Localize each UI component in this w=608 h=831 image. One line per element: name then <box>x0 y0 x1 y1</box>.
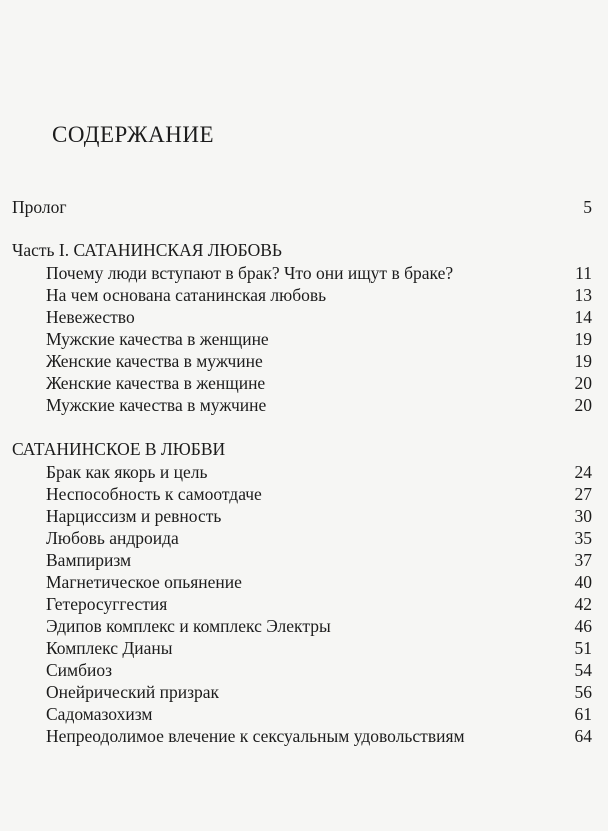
toc-entry-page: 30 <box>574 506 592 526</box>
toc-entry-label: Женские качества в женщине <box>46 373 266 393</box>
toc-entry-label: Непреодолимое влечение к сексуальным удовольствиям <box>46 726 465 746</box>
toc-entry <box>12 637 592 660</box>
toc-entry-page: 37 <box>574 550 592 570</box>
toc-entry <box>12 703 592 726</box>
toc-entry-label: Мужские качества в женщине <box>46 329 269 349</box>
toc-entry <box>12 461 592 484</box>
toc-entry-page: 19 <box>574 351 592 371</box>
toc-entry-label: Гетеросуггестия <box>46 594 168 614</box>
toc-entry-label: На чем основана сатанинская любовь <box>46 285 327 305</box>
toc-entry-page: 64 <box>574 726 592 746</box>
toc-entry-label: Любовь андроида <box>46 528 179 548</box>
toc-entry <box>12 681 592 704</box>
toc-entry-page: 51 <box>574 638 592 658</box>
toc-entry-page: 24 <box>574 462 592 482</box>
toc-entry-page: 56 <box>574 682 592 702</box>
toc-entry-label: Брак как якорь и цель <box>46 462 208 482</box>
toc-entry-page: 61 <box>574 704 592 724</box>
page-title: СОДЕРЖАНИЕ <box>52 122 215 147</box>
toc-entry <box>12 483 592 506</box>
toc-entry-page: 35 <box>574 528 592 548</box>
toc-entry <box>12 350 592 373</box>
toc-entry-label: Женские качества в мужчине <box>46 351 263 371</box>
toc-entry-label: Нарциссизм и ревность <box>46 506 222 526</box>
toc-entry-page: 20 <box>574 395 592 415</box>
toc-entry-page: 54 <box>574 660 592 680</box>
toc-entry <box>12 328 592 351</box>
toc-entry <box>12 593 592 616</box>
section-heading-part2: САТАНИНСКОЕ В ЛЮБВИ <box>12 439 226 459</box>
toc-entry-label: Симбиоз <box>46 660 113 680</box>
toc-entry <box>12 615 592 638</box>
toc-entry-page: 42 <box>574 594 592 614</box>
toc-entry-label: Неспособность к самоотдаче <box>46 484 262 504</box>
toc-entry-label: Пролог <box>12 197 67 217</box>
toc-entry <box>12 527 592 550</box>
toc-entry-page: 13 <box>574 285 592 305</box>
toc-entry-label: Комплекс Дианы <box>46 638 173 658</box>
toc-entry <box>12 262 592 285</box>
toc-entry-label: Садомазохизм <box>46 704 153 724</box>
toc-entry <box>12 394 592 417</box>
toc-entry-page: 27 <box>574 484 592 504</box>
toc-entry <box>12 659 592 682</box>
toc-entry <box>12 306 592 329</box>
toc-entry-page: 40 <box>574 572 592 592</box>
toc-entry <box>12 571 592 594</box>
toc-entry-label: Мужские качества в мужчине <box>46 395 267 415</box>
toc-entry-label: Магнетическое опьянение <box>46 572 242 592</box>
toc-entry <box>12 549 592 572</box>
toc-entry <box>12 505 592 528</box>
toc-entry <box>12 372 592 395</box>
section-heading-part1: Часть I. САТАНИНСКАЯ ЛЮБОВЬ <box>12 240 282 260</box>
toc-entry-page: 46 <box>574 616 592 636</box>
toc-entry-prologue <box>12 196 592 219</box>
toc-entry-label: Онейрический призрак <box>46 682 220 702</box>
toc-entry-label: Эдипов комплекс и комплекс Электры <box>46 616 331 636</box>
toc-entry-label: Невежество <box>46 307 135 327</box>
toc-entry-page: 20 <box>574 373 592 393</box>
toc-entry <box>12 284 592 307</box>
toc-entry-label: Почему люди вступают в брак? Что они ищут в браке? <box>46 263 454 283</box>
toc-entry-page: 5 <box>583 197 592 217</box>
toc-entry-page: 14 <box>574 307 592 327</box>
toc-entry-page: 19 <box>574 329 592 349</box>
toc-entry <box>12 725 592 748</box>
toc-entry-label: Вампиризм <box>46 550 132 570</box>
toc-entry-page: 11 <box>575 263 592 283</box>
